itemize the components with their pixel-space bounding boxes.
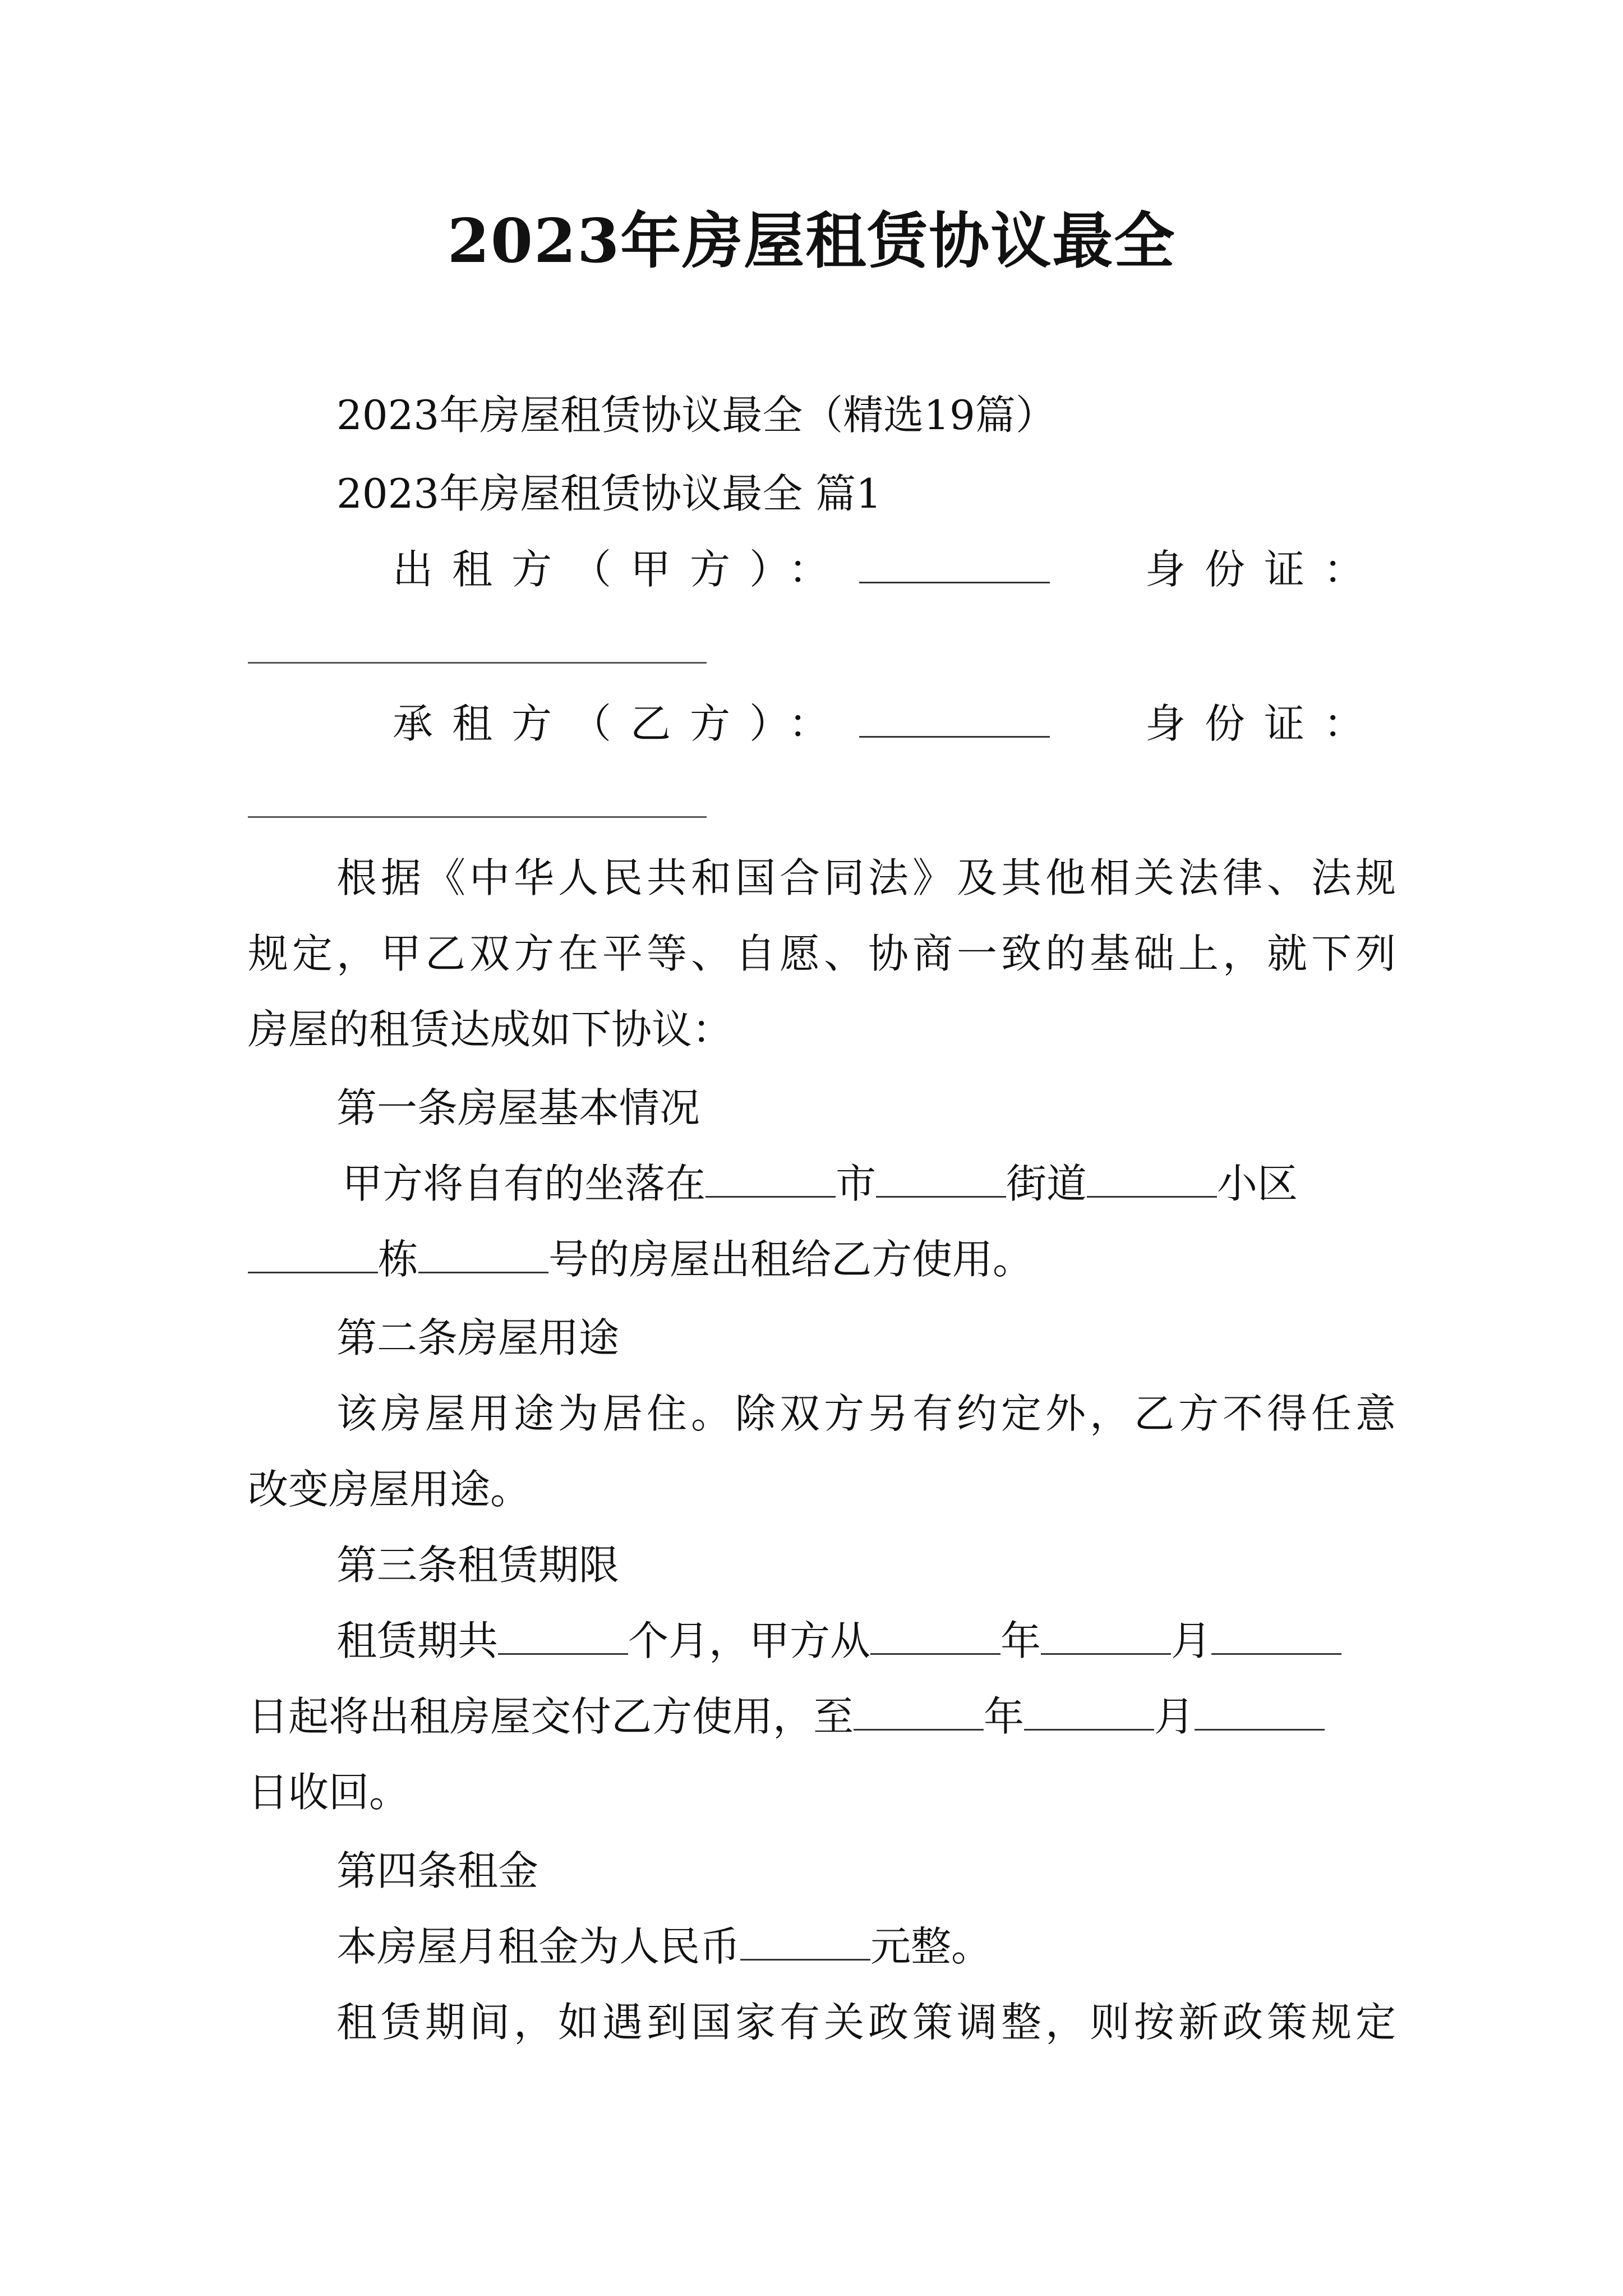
lessor-row xyxy=(393,541,1383,597)
article-3-title: 第三条租赁期限 xyxy=(336,1542,620,1589)
article-1-line-1 xyxy=(342,1156,1298,1212)
lessor-id-blank xyxy=(248,662,707,664)
rent-amount-blank xyxy=(740,1920,870,1961)
article-2-line-1: 该房屋用途为居住。除双方另有约定外，乙方不得任意 xyxy=(336,1390,1400,1437)
article-2-title: 第二条房屋用途 xyxy=(336,1314,620,1361)
article-4-text-a: 本房屋月租金为人民币 xyxy=(336,1923,741,1970)
article-4-line-2: 租赁期间，如遇到国家有关政策调整，则按新政策规定 xyxy=(336,1999,1400,2046)
start-year-blank xyxy=(870,1614,1000,1655)
document-title: 2023年房屋租赁协议最全 xyxy=(447,206,1176,277)
start-day-blank xyxy=(1211,1614,1341,1655)
city-blank xyxy=(706,1157,836,1198)
end-day-blank xyxy=(1195,1690,1325,1731)
article-3-text-a: 租赁期共 xyxy=(336,1617,499,1664)
document-subtitle: 2023年房屋租赁协议最全（精选19篇） xyxy=(336,392,1056,439)
article-1-text-b: 市 xyxy=(836,1160,877,1207)
article-3-line-1 xyxy=(336,1613,1341,1669)
article-3-text-g: 月 xyxy=(1154,1693,1195,1740)
article-1-text-d: 小区 xyxy=(1217,1160,1298,1207)
end-year-blank xyxy=(854,1690,984,1731)
lessee-name-blank xyxy=(859,697,1050,738)
months-blank xyxy=(498,1614,628,1655)
article-1-text-e: 栋 xyxy=(378,1236,419,1283)
preamble-line-2: 规定，甲乙双方在平等、自愿、协商一致的基础上，就下列 xyxy=(248,930,1400,977)
article-4-title: 第四条租金 xyxy=(336,1847,539,1894)
article-1-text-a: 甲方将自有的坐落在 xyxy=(342,1160,706,1207)
article-2-line-2: 改变房屋用途。 xyxy=(248,1466,531,1513)
article-3-text-f: 年 xyxy=(984,1693,1025,1740)
article-3-text-c: 年 xyxy=(1000,1617,1041,1664)
lessee-id-blank xyxy=(248,816,707,818)
lessor-name-blank xyxy=(859,542,1050,583)
article-4-line-1 xyxy=(336,1918,992,1975)
article-1-text-f: 号的房屋出租给乙方使用。 xyxy=(548,1236,1034,1283)
article-4-text-b: 元整。 xyxy=(870,1923,992,1970)
lessee-id-label: 身份证： xyxy=(1145,700,1383,747)
article-3-text-e: 日起将出租房屋交付乙方使用，至 xyxy=(248,1693,854,1740)
lessee-row xyxy=(393,696,1383,752)
lessee-label: 承租方（乙方）： xyxy=(393,700,849,747)
preamble-line-1: 根据《中华人民共和国合同法》及其他相关法律、法规 xyxy=(336,854,1400,901)
article-3-text-b: 个月，甲方从 xyxy=(628,1617,871,1664)
article-3-line-2 xyxy=(248,1688,1325,1745)
start-month-blank xyxy=(1041,1614,1171,1655)
end-month-blank xyxy=(1024,1690,1154,1731)
building-blank xyxy=(248,1232,378,1273)
community-blank xyxy=(1087,1157,1217,1198)
lessor-label: 出租方（甲方）： xyxy=(393,546,849,593)
article-1-text-c: 街道 xyxy=(1006,1160,1087,1207)
article-1-line-2 xyxy=(248,1231,1033,1287)
street-blank xyxy=(876,1157,1006,1198)
article-3-line-3: 日收回。 xyxy=(248,1769,410,1816)
number-blank xyxy=(418,1232,548,1273)
preamble-line-3: 房屋的租赁达成如下协议： xyxy=(248,1006,733,1053)
article-1-title: 第一条房屋基本情况 xyxy=(336,1084,700,1131)
lessor-id-label: 身份证： xyxy=(1145,546,1383,593)
article-3-text-d: 月 xyxy=(1171,1617,1212,1664)
section-heading: 2023年房屋租赁协议最全 篇1 xyxy=(336,470,882,517)
